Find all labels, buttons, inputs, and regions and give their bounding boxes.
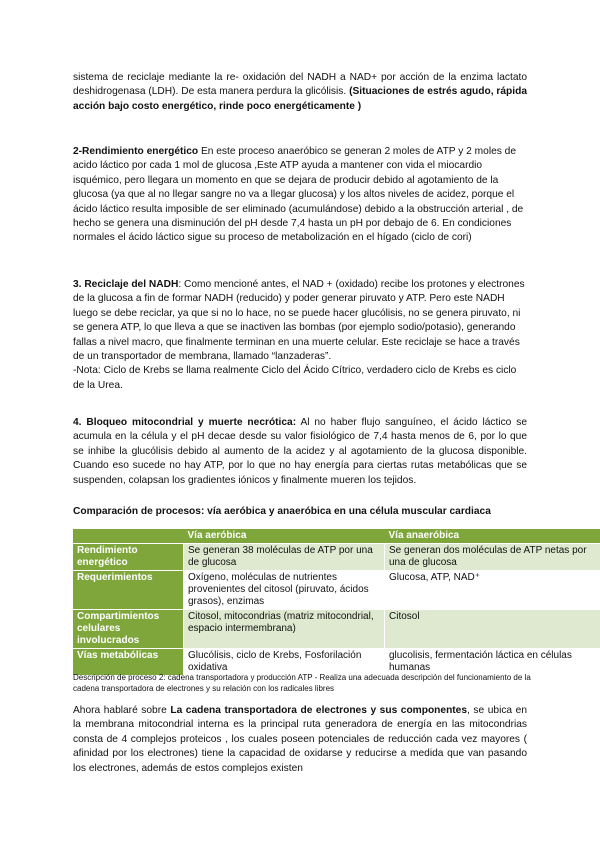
section-heading-energy-yield: 2-Rendimiento energético <box>73 146 199 157</box>
table-cell: Citosol <box>385 610 600 649</box>
paragraph-ldh-recycling: sistema de reciclaje mediante la re- oxidación del NADH a NAD+ por acción de la enzima lactato deshidrogenasa (LDH). De esta manera perdura la glicólisis. (Situaciones de estrés agudo, rápida acción bajo costo energético, rinde poco energéticamente ) <box>73 72 527 112</box>
table-cell: Glucosa, ATP, NAD⁺ <box>385 571 600 610</box>
row-header: Requerimientos <box>73 571 184 610</box>
row-header: Compartimientos celulares involucrados <box>73 610 184 649</box>
row-header: Vías metabólicas <box>73 649 184 676</box>
table-row <box>73 544 600 571</box>
electron-chain-heading: La cadena transportadora de electrones y sus componentes <box>170 705 468 716</box>
table-cell: Glucólisis, ciclo de Krebs, Fosforilación oxidativa <box>184 649 385 676</box>
table-cell: Se generan dos moléculas de ATP netas por una de glucosa <box>385 544 600 571</box>
table-header-row <box>73 529 600 544</box>
process-description-caption: Descripción de proceso 2: cadena transportadora y producción ATP - Realiza una adecuada descripción del funcionamiento de la cadena transportadora de electrones y su relación con los radicales libres <box>73 673 531 693</box>
paragraph-electron-transport: Ahora hablaré sobre La cadena transportadora de electrones y sus componentes, se ubica en la membrana mitocondrial interna es la principal ruta generadora de energía en las mitocondrias consta de 4 complejos proteicos , los cuales poseen potenciales de reducción cada vez mayores ( afinidad por los electrones) tiene la capacidad de oxidarse y reducirse a medida que van pasando los electrones, además de estos complejos existen <box>73 705 527 774</box>
table-corner-cell <box>73 529 184 544</box>
paragraph-energy-yield: 2-Rendimiento energético En este proceso anaeróbico se generan 2 moles de ATP y 2 moles de acido láctico por cada 1 mol de glucosa ,Este ATP ayuda a mantener con vida el miocardio isquémico, pero llegara un momento en que se dejara de producir debido al agotamiento de la glucosa (ya que al no llegar sangre no va a llegar glucosa) y los altos niveles de acidez, porque el ácido láctico resulta imposible de ser eliminado (acumulándose) debido a la obstrucción arterial , de hecho se genera una disminución del pH desde 7,4 hasta un pH por debajo de 6. En condiciones normales el ácido láctico sigue su proceso de metabolización en el hígado (ciclo de cori) <box>73 146 524 244</box>
column-header-anaerobic: Vía anaeróbica <box>385 529 600 544</box>
column-header-aerobic: Vía aeróbica <box>184 529 385 544</box>
table-cell: glucolisis, fermentación láctica en células humanas <box>385 649 600 676</box>
comparison-table <box>73 529 600 675</box>
paragraph-mitochondrial-block: 4. Bloqueo mitocondrial y muerte necrótica: Al no haber flujo sanguíneo, el ácido láctico se acumula en la célula y el pH decae desde su valor fisiológico de 7,4 hasta menos de 6, por lo que se inhibe la glucólisis debido al aumento de la acidez y al agotamiento de la glucosa disponible. Cuando eso sucede no hay ATP, por lo que no hay energía para ciertas rutas metabólicas que se suspenden, colapsan los gradientes iónicos y finalmente mueren los tejidos. <box>73 417 527 486</box>
comparison-title: Comparación de procesos: vía aeróbica y anaeróbica en una célula muscular cardiaca <box>73 506 491 517</box>
table-cell: Citosol, mitocondrias (matriz mitocondrial, espacio intermembrana) <box>184 610 385 649</box>
krebs-note: -Nota: Ciclo de Krebs se llama realmente Ciclo del Ácido Cítrico, verdadero ciclo de Krebs es ciclo de la Urea. <box>73 365 517 391</box>
paragraph-nadh-recycling: 3. Reciclaje del NADH: Como mencioné antes, el NAD + (oxidado) recibe los protones y electrones de la glucosa a fin de formar NADH (reducido) y poder generar piruvato y ATP. Pero este NADH luego se debe reciclar, ya que si no lo hace, no se puede hacer glucólisis, no se genera piruvato, ni se genera ATP, lo que lleva a que se inactiven las bombas (por ejemplo sodio/potasio), generando fallas a nivel macro, que finalmente terminan en una muerte celular. Este reciclaje se hace a través de un transportador de membrana, llamado “lanzaderas”. -Nota: Ciclo de Krebs se llama realmente Ciclo del Ácido Cítrico, verdadero ciclo de Krebs es ciclo de la Urea. <box>73 279 525 391</box>
table-cell: Oxígeno, moléculas de nutrientes provenientes del citosol (piruvato, ácidos grasos), enzimas <box>184 571 385 610</box>
stress-note: (Situaciones de estrés agudo, rápida acción bajo costo energético, rinde poco energéticamente ) <box>73 86 527 112</box>
table-row <box>73 571 600 610</box>
table-cell: Se generan 38 moléculas de ATP por una de glucosa <box>184 544 385 571</box>
table-row <box>73 610 600 649</box>
row-header: Rendimiento energético <box>73 544 184 571</box>
section-heading-nadh: 3. Reciclaje del NADH <box>73 279 179 290</box>
section-heading-mitochondrial: 4. Bloqueo mitocondrial y muerte necrótica: <box>73 417 297 428</box>
